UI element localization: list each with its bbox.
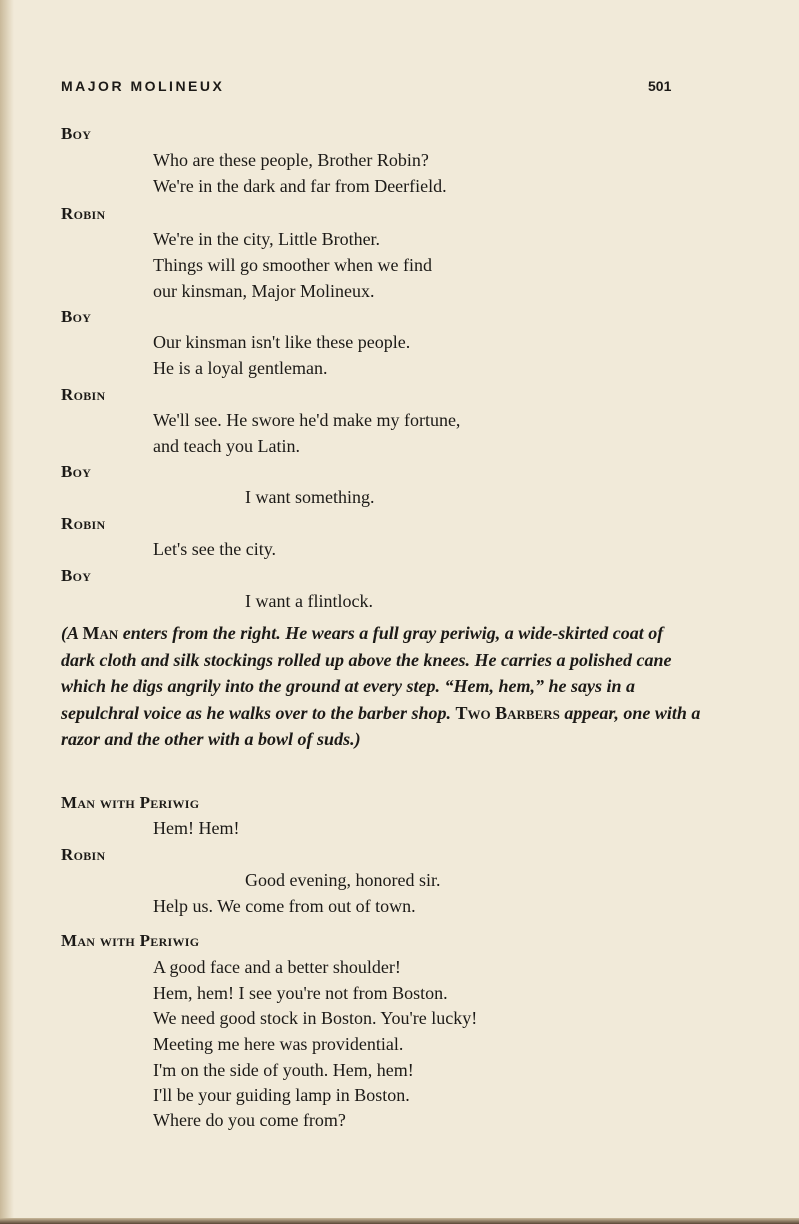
dialogue-line: Good evening, honored sir.: [245, 870, 441, 890]
speaker-name: Robin: [61, 514, 106, 533]
dialogue-line: He is a loyal gentleman.: [153, 358, 328, 378]
dialogue-line: We'll see. He swore he'd make my fortune,: [153, 410, 461, 430]
speaker-name: Boy: [61, 462, 92, 481]
dialogue-line: We're in the city, Little Brother.: [153, 229, 381, 249]
dialogue-line: We need good stock in Boston. You're lucky!: [153, 1008, 478, 1028]
stage-direction-text: appear, one with a razor and the other with a bowl of suds.): [61, 702, 701, 749]
dialogue-line: and teach you Latin.: [153, 436, 300, 456]
dialogue-line: I'll be your guiding lamp in Boston.: [153, 1085, 410, 1105]
dialogue-line: Let's see the city.: [153, 539, 277, 559]
dialogue-line: I'm on the side of youth. Hem, hem!: [153, 1060, 414, 1080]
speaker-name: Boy: [61, 124, 92, 143]
speaker-name: Boy: [61, 307, 92, 326]
stage-direction-text: (A: [61, 623, 83, 643]
dialogue-line: I want something.: [245, 487, 375, 507]
dialogue-line: Hem! Hem!: [153, 818, 240, 838]
speaker-name: Robin: [61, 204, 106, 223]
dialogue-line: Hem, hem! I see you're not from Boston.: [153, 983, 448, 1003]
dialogue-line: I want a flintlock.: [245, 591, 373, 611]
character-ref-man: Man: [82, 623, 119, 643]
speaker-name: Robin: [61, 845, 106, 864]
dialogue-line: Where do you come from?: [153, 1110, 346, 1130]
page-number: 501: [648, 78, 672, 94]
speaker-name: Robin: [61, 385, 106, 404]
dialogue-line: A good face and a better shoulder!: [153, 957, 401, 977]
stage-direction: [61, 620, 701, 753]
page-bottom-edge: [0, 1218, 799, 1224]
page-edge-shadow: [0, 0, 14, 1224]
stage-direction-text: enters from the right. He wears a full gray periwig, a wide-skirted coat of dark cloth and silk stockings rolled up above the knees. He carries a polished cane which he digs angrily into the ground at every step. “Hem, hem,” he says in a sepulchral voice as he walks over to the barber shop.: [61, 623, 672, 723]
dialogue-line: Things will go smoother when we find: [153, 255, 432, 275]
speaker-name: Boy: [61, 566, 92, 585]
speaker-name: Man with Periwig: [61, 793, 200, 812]
dialogue-line: Meeting me here was providential.: [153, 1034, 404, 1054]
running-title: MAJOR MOLINEUX: [61, 78, 225, 94]
character-ref-barbers: Barbers: [495, 702, 560, 723]
dialogue-line: Who are these people, Brother Robin?: [153, 150, 429, 170]
dialogue-line: Our kinsman isn't like these people.: [153, 332, 411, 352]
character-ref-two: Two: [455, 702, 491, 723]
dialogue-line: We're in the dark and far from Deerfield.: [153, 176, 447, 196]
speaker-name: Man with Periwig: [61, 931, 200, 950]
dialogue-line: our kinsman, Major Molineux.: [153, 281, 375, 301]
dialogue-line: Help us. We come from out of town.: [153, 896, 416, 916]
